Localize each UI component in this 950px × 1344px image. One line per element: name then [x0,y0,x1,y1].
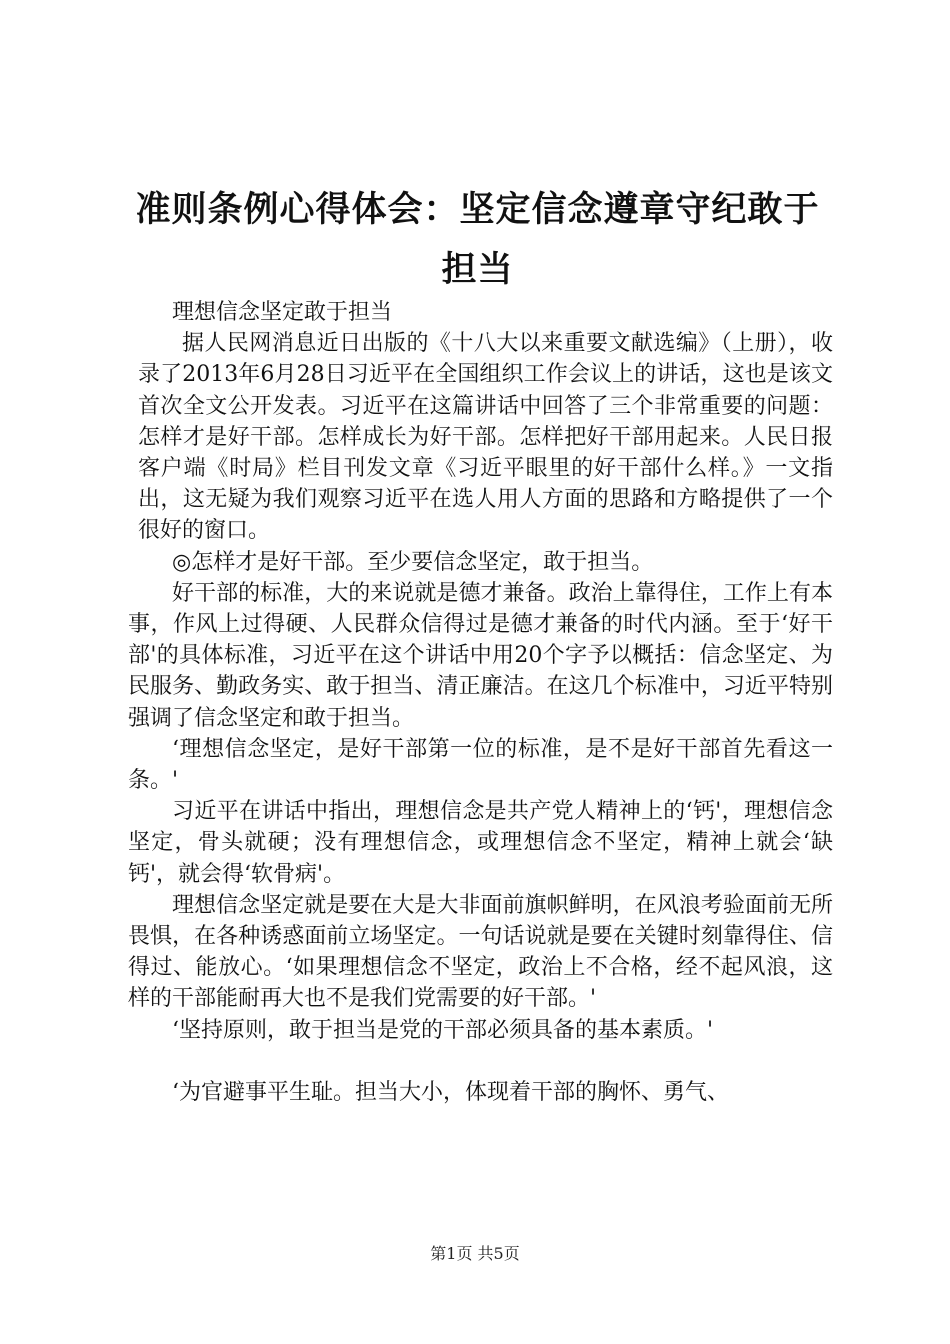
body-paragraph: 习近平在讲话中指出，理想信念是共产党人精神上的‘钙'，理想信念坚定，骨头就硬；没有理想信念，或理想信念不坚定，精神上就会‘缺钙'，就会得‘软骨病'。 [128,799,833,887]
body-paragraph: ◎怎样才是好干部。至少要信念坚定，敢于担当。 [172,549,654,575]
section-heading: 理想信念坚定敢于担当 [172,300,393,325]
body-paragraph: 据人民网消息近日出版的《十八大以来重要文献选编》（上册），收录了2013年6月28日习近平在全国组织工作会议上的讲话，这也是该文首次全文公开发表。习近平在这篇讲话中回答了三个非常重要的问题：怎样才是好干部。怎样成长为好干部。怎样把好干部用起来。人民日报客户端《时局》栏目刊发文章《习近平眼里的好干部什么样。》一文指出，这无疑为我们观察习近平在选人用人方面的思路和方略提供了一个很好的窗口。 [138,331,833,544]
document-body [128,297,833,1108]
page-footer: 第1页 共5页 [430,1244,520,1263]
body-paragraph: 好干部的标准，大的来说就是德才兼备。政治上靠得住，工作上有本事，作风上过得硬、人民群众信得过是德才兼备的时代内涵。至于‘好干部'的具体标准，习近平在这个讲话中用20个字予以概括：信念坚定、为民服务、勤政务实、敢于担当、清正廉洁。在这几个标准中，习近平特别强调了信念坚定和敢于担当。 [128,580,833,731]
body-paragraph: ‘为官避事平生耻。担当大小，体现着干部的胸怀、勇气、 [172,1079,729,1105]
body-paragraph: 理想信念坚定就是要在大是大非面前旗帜鲜明，在风浪考验面前无所畏惧，在各种诱惑面前立场坚定。一句话说就是要在关键时刻靠得住、信得过、能放心。‘如果理想信念不坚定，政治上不合格，经不起风浪，这样的干部能耐再大也不是我们党需要的好干部。' [128,892,833,1012]
body-paragraph: ‘坚持原则，敢于担当是党的干部必须具备的基本素质。' [172,1017,714,1043]
document-title: 准则条例心得体会：坚定信念遵章守纪敢于担当 [135,190,820,290]
body-paragraph: ‘理想信念坚定，是好干部第一位的标准，是不是好干部首先看这一条。' [128,736,833,794]
